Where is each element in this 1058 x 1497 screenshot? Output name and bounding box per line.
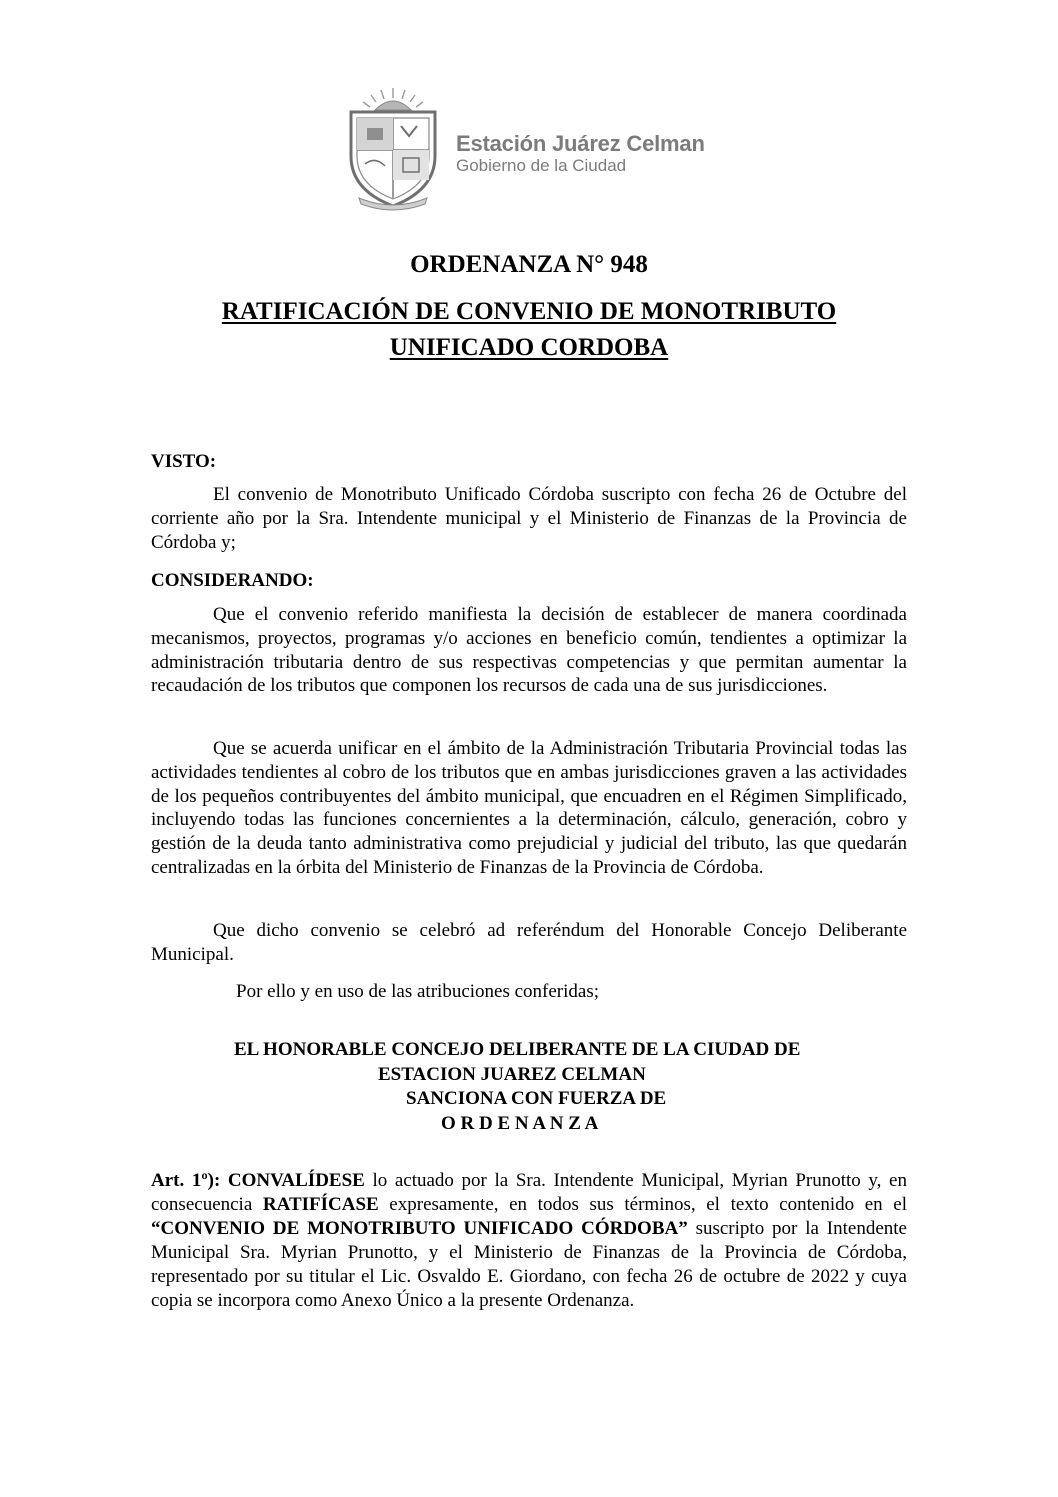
considerando-label: CONSIDERANDO: <box>151 570 314 591</box>
ordinance-number: ORDENANZA N° 948 <box>410 251 648 278</box>
article-1-label: Art. 1º): <box>151 1170 221 1191</box>
considerando-paragraph-3: Que dicho convenio se celebró ad referéndum del Honorable Concejo Deliberante Municipal. <box>151 920 907 965</box>
sanciona-line-3: SANCIONA CON FUERZA DE <box>406 1088 667 1109</box>
considerando-paragraph-4: Por ello y en uso de las atribuciones conferidas; <box>236 981 600 1002</box>
municipal-coat-of-arms-icon <box>345 86 441 212</box>
ordinance-title <box>0 294 1058 366</box>
article-1 <box>151 1169 907 1313</box>
sanciona-line-2: ESTACION JUAREZ CELMAN <box>378 1064 646 1085</box>
ordinance-title-line-2: UNIFICADO CORDOBA <box>389 334 669 361</box>
article-1-text-3: suscripto por la Intendente Municipal Sra. Myrian Prunotto, y el Ministerio de Finanzas de la Provincia de Córdoba, representado por su titular el Lic. Osvaldo E. Giordano, con fecha 26 de octubre de 2022 y cuya copia se incorpora como Anexo Único a la presente Ordenanza. <box>151 1218 907 1311</box>
article-1-convenio-name: “CONVENIO DE MONOTRIBUTO UNIFICADO CÓRDOBA” <box>151 1218 688 1239</box>
logo-title: Estación Juárez Celman <box>456 131 705 156</box>
visto-label: VISTO: <box>151 451 217 472</box>
sanciona-line-1: EL HONORABLE CONCEJO DELIBERANTE DE LA CIUDAD DE <box>234 1039 801 1060</box>
article-1-text-2: expresamente, en todos sus términos, el texto contenido en el <box>378 1194 907 1215</box>
visto-paragraph: El convenio de Monotributo Unificado Córdoba suscripto con fecha 26 de Octubre del corriente año por la Sra. Intendente municipal y el Ministerio de Finanzas de la Provincia de Córdoba y; <box>151 484 907 553</box>
considerando-paragraph-1: Que el convenio referido manifiesta la decisión de establecer de manera coordinada mecanismos, proyectos, programas y/o acciones en beneficio común, tendientes a optimizar la administración tributaria dentro de sus respectivas competencias y que permitan aumentar la recaudación de los tributos que componen los recursos de cada una de sus jurisdicciones. <box>151 604 907 697</box>
logo-wordmark <box>456 132 705 176</box>
municipality-logo <box>345 86 705 216</box>
logo-subtitle: Gobierno de la Ciudad <box>456 156 627 175</box>
article-1-keyword-ratificase: RATIFÍCASE <box>262 1194 379 1215</box>
sanciona-line-4: O R D E N A N Z A <box>441 1113 599 1134</box>
ordinance-title-line-1: RATIFICACIÓN DE CONVENIO DE MONOTRIBUTO <box>221 298 837 325</box>
considerando-paragraph-2: Que se acuerda unificar en el ámbito de la Administración Tributaria Provincial todas las actividades tendientes al cobro de los tributos que en ambas jurisdicciones graven a las actividades de los pequeños contribuyentes del ámbito municipal, que encuadren en el Régimen Simplificado, incluyendo todas las funciones concernientes a la determinación, cálculo, generación, cobro y gestión de la deuda tanto administrativa como prejudicial y judicial del tributo, las que quedarán centralizadas en la órbita del Ministerio de Finanzas de la Provincia de Córdoba. <box>151 738 907 878</box>
article-1-keyword-convalidese: CONVALÍDESE <box>227 1170 365 1191</box>
article-1-text-1: lo actuado por la Sra. Intendente Municipal, Myrian Prunotto y, en consecuencia <box>151 1170 907 1215</box>
